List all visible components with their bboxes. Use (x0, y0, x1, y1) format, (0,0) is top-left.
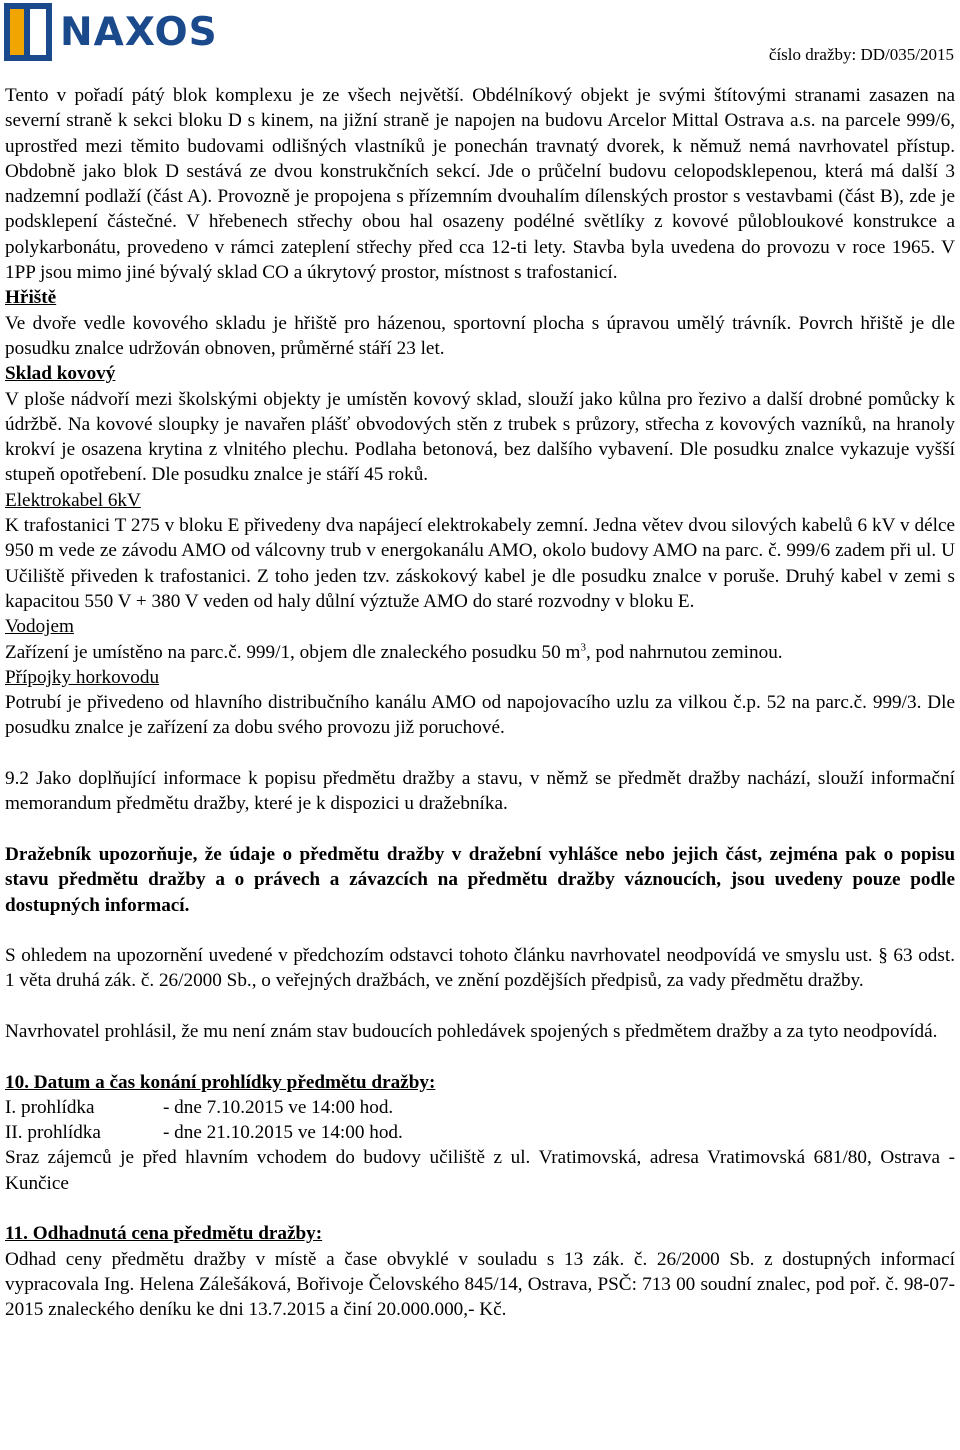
naxos-logo (4, 3, 276, 61)
spacer (5, 1196, 955, 1221)
prohlidka-1-label: I. prohlídka (5, 1096, 95, 1118)
logo-text: NAXOS (60, 9, 218, 55)
navrhovatel-paragraph: Navrhovatel prohlásil, že mu není znám stav budoucích pohledávek spojených s předmětem dražby a za tyto neodpovídá. (5, 1020, 938, 1042)
spacer (5, 817, 955, 842)
vodojem-heading: Vodojem (5, 616, 74, 638)
spacer (5, 741, 955, 766)
prohlidka-2-row (5, 1120, 955, 1145)
section-11-heading: 11. Odhadnutá cena předmětu dražby: (5, 1223, 323, 1245)
spacer (5, 1044, 955, 1069)
prohlidka-1-value: - dne 7.10.2015 ve 14:00 hod. (163, 1096, 394, 1118)
auction-number: číslo dražby: DD/035/2015 (768, 45, 954, 64)
warning-paragraph: Dražebník upozorňuje, že údaje o předmětu dražby v dražební vyhlášce nebo jejich část, zejména pak o popisu stavu předmětu dražby a o právech a závazcích na předmětu dražby váznoucích, jsou uvedeny pouze podle dostupných informací. (5, 843, 955, 916)
prohlidka-2-label: II. prohlídka (5, 1122, 101, 1144)
spacer (5, 918, 955, 943)
sklad-heading: Sklad kovový (5, 363, 116, 385)
section-10-heading: 10. Datum a čas konání prohlídky předmětu dražby: (5, 1071, 436, 1093)
elektro-heading: Elektrokabel 6kV (5, 489, 141, 511)
spacer (5, 994, 955, 1019)
prohlidka-2-value: - dne 21.10.2015 ve 14:00 hod. (163, 1122, 403, 1144)
ohledem-paragraph: S ohledem na upozornění uvedené v předchozím odstavci tohoto článku navrhovatel neodpovídá ve smyslu ust. § 63 odst. 1 věta druhá zák. č. 26/2000 Sb., o veřejných dražbách, ve znění pozdějších předpisů, za vady předmětu dražby. (5, 945, 955, 992)
intro-paragraph: Tento v pořadí pátý blok komplexu je ze všech největší. Obdélníkový objekt je svými štítovými stranami zasazen na severní straně k sekci bloku D s kinem, na jižní straně je napojen na budovu Arcelor Mittal Ostrava a.s. na parcele 999/6, uprostřed mezi těmito budovami odlišných vlastníků je ponechán travnatý dvorek, k němuž nemá navrhovatel přístup. Obdobně jako blok D sestává ze dvou konstrukčních sekcí. Jde o průčelní budovu celopodsklepenou, která má další 3 nadzemní podlaží (část A). Provozně je propojena s přízemním dvouhalím dílenských prostor s vestavbami (část B), zde je podsklepení částečné. V hřebenech střechy obou hal osazeny podélné světlíky z kovové půlobloukové konstrukce a polykarbonátu, provedeno v rámci zateplení střechy před cca 12-ti lety. Stavba byla uvedena do provozu v roce 1965. V 1PP jsou mimo jiné bývalý sklad CO a úkrytový prostor, místnost s trafostanicí. (5, 85, 955, 284)
page-header (0, 0, 960, 66)
vodojem-paragraph (5, 640, 955, 665)
vodojem-text-a: Zařízení je umístěno na parc.č. 999/1, objem dle znaleckého posudku 50 m (5, 641, 581, 663)
section-9-2-paragraph: 9.2 Jako doplňující informace k popisu předmětu dražby a stavu, v němž se předmět dražby nachází, slouží informační memorandum předmětu dražby, které je k dispozici u dražebníka. (5, 768, 955, 815)
hriste-heading: Hřiště (5, 287, 57, 309)
pripojky-heading: Přípojky horkovodu (5, 666, 160, 688)
sraz-paragraph: Sraz zájemců je před hlavním vchodem do budovy učiliště z ul. Vratimovská, adresa Vratimovská 681/80, Ostrava - Kunčice (5, 1147, 955, 1194)
prohlidka-1-row (5, 1095, 955, 1120)
sklad-paragraph: V ploše nádvoří mezi školskými objekty je umístěn kovový sklad, slouží jako kůlna pro řezivo a další drobné pomůcky k údržbě. Na kovové sloupky je navařen plášť obvodových stěn z trubek s průzory, střecha z kovových vazníků, na hranoly krokví je osazena krytina z vlnitého plechu. Podlaha betonová, bez dalšího vybavení. Dle posudku znalce vykazuje vyšší stupeň opotřebení. Dle posudku znalce je stáří 45 roků. (5, 388, 955, 486)
vodojem-sup: 3 (580, 641, 586, 654)
odhad-paragraph: Odhad ceny předmětu dražby v místě a čase obvyklé v souladu s 13 zák. č. 26/2000 Sb. z dostupných informací vypracovala Ing. Helena Zálešáková, Bořivoje Čelovského 845/14, Ostrava, PSČ: 713 00 soudní znalec, pod poř. č. 98-07-2015 znaleckého deníku ke dni 13.7.2015 a činí 20.000.000,- Kč. (5, 1248, 955, 1321)
elektro-paragraph: K trafostanici T 275 v bloku E přivedeny dva napájecí elektrokabely zemní. Jedna větev dvou silových kabelů 6 kV v délce 950 m vede ze závodu AMO od válcovny trub v energokanálu AMO, okolo budovy AMO na parc. č. 999/6 zadem při ul. U Učiliště přiveden k trafostanici. Z toho jeden tzv. záskokový kabel je dle posudku znalce v poruše. Druhý kabel v zemi s kapacitou 550 V + 380 V veden od haly důlní výztuže AMO do staré rozvodny v bloku E. (5, 515, 955, 612)
hriste-paragraph: Ve dvoře vedle kovového skladu je hřiště pro házenou, sportovní plocha s úpravou umělý trávník. Povrch hřiště je dle posudku znalce udržován obnoven, průměrné stáří 23 let. (5, 312, 955, 359)
document-body (5, 83, 955, 1323)
naxos-logo-icon (4, 3, 52, 61)
pripojky-paragraph: Potrubí je přivedeno od hlavního distribučního kanálu AMO od napojovacího uzlu za vilkou č.p. 52 na parc.č. 999/3. Dle posudku znalce je zařízení za dobu svého provozu již poruchové. (5, 692, 955, 739)
vodojem-text-b: , pod nahrnutou zeminou. (585, 641, 783, 663)
